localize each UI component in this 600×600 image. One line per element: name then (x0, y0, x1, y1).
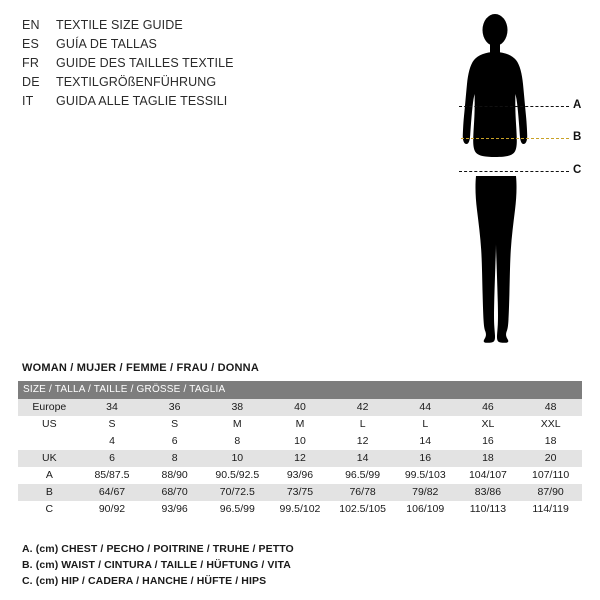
row-label: Europe (18, 399, 81, 416)
table-cell: 64/67 (81, 484, 144, 501)
language-title: GUIDA ALLE TAGLIE TESSILI (56, 94, 228, 108)
row-label: C (18, 501, 81, 518)
size-table-wrapper (18, 381, 582, 518)
table-cell: 6 (81, 450, 144, 467)
table-cell: 88/90 (143, 467, 206, 484)
table-cell: L (394, 416, 457, 433)
table-row (18, 450, 582, 467)
table-cell: 14 (331, 450, 394, 467)
table-cell: 6 (143, 433, 206, 450)
table-row (18, 399, 582, 416)
section-caption-woman: WOMAN / MUJER / FEMME / FRAU / DONNA (22, 362, 259, 374)
woman-silhouette-icon (435, 8, 555, 368)
row-label: B (18, 484, 81, 501)
table-row (18, 501, 582, 518)
row-label (18, 433, 81, 450)
row-label: US (18, 416, 81, 433)
marker-label-b: B (573, 131, 582, 143)
table-cell: XXL (519, 416, 582, 433)
table-cell: 99.5/102 (269, 501, 332, 518)
table-cell: 76/78 (331, 484, 394, 501)
marker-label-a: A (573, 99, 582, 111)
language-title: TEXTILE SIZE GUIDE (56, 18, 183, 32)
table-cell: 18 (457, 450, 520, 467)
table-row (18, 467, 582, 484)
table-cell: 93/96 (269, 467, 332, 484)
hip-guide-line (459, 171, 569, 172)
table-cell: 18 (519, 433, 582, 450)
measurement-legend (22, 541, 562, 589)
marker-label-c: C (573, 164, 582, 176)
table-head (18, 381, 582, 399)
table-cell: XL (457, 416, 520, 433)
table-cell: 12 (331, 433, 394, 450)
chest-guide-line (459, 106, 569, 107)
table-cell: M (269, 416, 332, 433)
table-cell: 48 (519, 399, 582, 416)
language-title: GUIDE DES TAILLES TEXTILE (56, 56, 234, 70)
table-row (18, 484, 582, 501)
table-cell: 10 (206, 450, 269, 467)
table-cell: 40 (269, 399, 332, 416)
table-cell: 16 (394, 450, 457, 467)
legend-item-chest: A. (cm) CHEST / PECHO / POITRINE / TRUHE / PETTO (22, 543, 294, 555)
language-header (22, 16, 402, 111)
table-cell: 87/90 (519, 484, 582, 501)
language-code: DE (22, 75, 40, 89)
language-code: ES (22, 37, 40, 51)
table-cell: 10 (269, 433, 332, 450)
table-cell: 96.5/99 (331, 467, 394, 484)
language-code: IT (22, 94, 34, 108)
language-row (22, 54, 402, 73)
table-cell: 96.5/99 (206, 501, 269, 518)
table-cell: S (81, 416, 144, 433)
table-cell: 42 (331, 399, 394, 416)
language-row (22, 16, 402, 35)
table-cell: 114/119 (519, 501, 582, 518)
table-cell: 104/107 (457, 467, 520, 484)
table-header-title: SIZE / TALLA / TAILLE / GRÖSSE / TAGLIA (18, 381, 582, 399)
table-row (18, 416, 582, 433)
table-cell: 44 (394, 399, 457, 416)
table-cell: 36 (143, 399, 206, 416)
table-cell: 20 (519, 450, 582, 467)
waist-guide-line (461, 138, 569, 139)
table-row (18, 433, 582, 450)
table-cell: S (143, 416, 206, 433)
table-cell: 106/109 (394, 501, 457, 518)
language-title: GUÍA DE TALLAS (56, 37, 157, 51)
table-cell: 34 (81, 399, 144, 416)
table-cell: 73/75 (269, 484, 332, 501)
language-row (22, 73, 402, 92)
row-label: UK (18, 450, 81, 467)
language-code: EN (22, 18, 40, 32)
table-cell: 14 (394, 433, 457, 450)
table-cell: 90.5/92.5 (206, 467, 269, 484)
row-label: A (18, 467, 81, 484)
language-code: FR (22, 56, 40, 70)
table-header-row (18, 381, 582, 399)
table-cell: 4 (81, 433, 144, 450)
table-cell: 12 (269, 450, 332, 467)
body-figure (415, 8, 590, 368)
language-row (22, 35, 402, 54)
language-title: TEXTILGRÖßENFÜHRUNG (56, 75, 217, 89)
table-cell: 8 (206, 433, 269, 450)
legend-item-waist: B. (cm) WAIST / CINTURA / TAILLE / HÜFTUNG / VITA (22, 559, 291, 571)
table-cell: 85/87.5 (81, 467, 144, 484)
table-cell: 16 (457, 433, 520, 450)
table-cell: 90/92 (81, 501, 144, 518)
table-cell: 70/72.5 (206, 484, 269, 501)
table-cell: M (206, 416, 269, 433)
table-cell: 93/96 (143, 501, 206, 518)
table-cell: 79/82 (394, 484, 457, 501)
table-cell: 8 (143, 450, 206, 467)
table-cell: 83/86 (457, 484, 520, 501)
table-cell: 68/70 (143, 484, 206, 501)
table-cell: 107/110 (519, 467, 582, 484)
table-cell: 46 (457, 399, 520, 416)
table-cell: 110/113 (457, 501, 520, 518)
legend-item-hip: C. (cm) HIP / CADERA / HANCHE / HÜFTE / HIPS (22, 575, 267, 587)
language-row (22, 92, 402, 111)
size-table (18, 381, 582, 518)
table-cell: 99.5/103 (394, 467, 457, 484)
table-body (18, 399, 582, 518)
table-cell: L (331, 416, 394, 433)
table-cell: 38 (206, 399, 269, 416)
table-cell: 102.5/105 (331, 501, 394, 518)
